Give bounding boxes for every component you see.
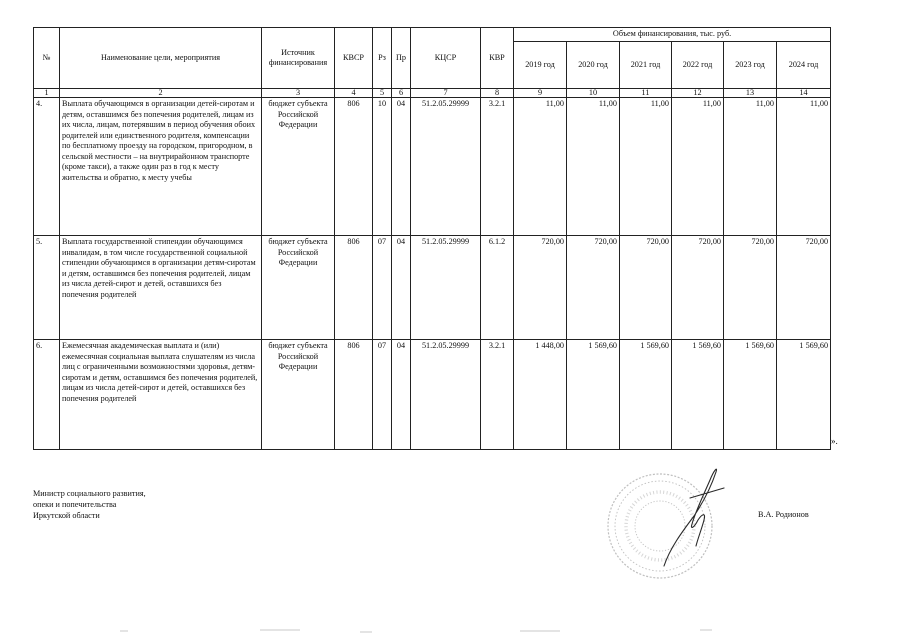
header-funding-group: Объем финансирования, тыс. руб. bbox=[514, 28, 831, 42]
row-amount-2019: 11,00 bbox=[514, 98, 567, 236]
header-kvsr: КВСР bbox=[335, 28, 373, 89]
column-number: 4 bbox=[335, 89, 373, 98]
row-source: бюджет субъекта Российской Федерации bbox=[262, 236, 335, 340]
row-source: бюджет субъекта Российской Федерации bbox=[262, 98, 335, 236]
row-kvsr: 806 bbox=[335, 340, 373, 450]
row-amount-2022: 11,00 bbox=[672, 98, 724, 236]
stamp-seal bbox=[608, 474, 712, 578]
column-number-row bbox=[34, 89, 831, 98]
row-pr: 04 bbox=[392, 340, 411, 450]
header-year: 2019 год bbox=[514, 42, 567, 89]
row-amount-2019: 1 448,00 bbox=[514, 340, 567, 450]
header-kcsr: КЦСР bbox=[411, 28, 481, 89]
column-number: 11 bbox=[620, 89, 672, 98]
row-rz: 07 bbox=[373, 340, 392, 450]
row-amount-2023: 11,00 bbox=[724, 98, 777, 236]
signatory-position-line: Иркутской области bbox=[33, 511, 100, 520]
table-row bbox=[34, 98, 831, 236]
row-amount-2024: 1 569,60 bbox=[777, 340, 831, 450]
row-source: бюджет субъекта Российской Федерации bbox=[262, 340, 335, 450]
scan-noise bbox=[0, 626, 904, 636]
row-kvsr: 806 bbox=[335, 236, 373, 340]
header-source: Источник финансирования bbox=[262, 28, 335, 89]
official-stamp-and-signature bbox=[598, 458, 754, 588]
column-number: 13 bbox=[724, 89, 777, 98]
row-kcsr: 51.2.05.29999 bbox=[411, 98, 481, 236]
row-kvr: 3.2.1 bbox=[481, 340, 514, 450]
column-number: 5 bbox=[373, 89, 392, 98]
row-amount-2022: 1 569,60 bbox=[672, 340, 724, 450]
row-amount-2024: 720,00 bbox=[777, 236, 831, 340]
column-number: 3 bbox=[262, 89, 335, 98]
funding-table bbox=[33, 27, 831, 450]
row-number: 5. bbox=[34, 236, 60, 340]
header-year: 2022 год bbox=[672, 42, 724, 89]
row-kvr: 3.2.1 bbox=[481, 98, 514, 236]
header-pr: Пр bbox=[392, 28, 411, 89]
row-amount-2024: 11,00 bbox=[777, 98, 831, 236]
row-name: Выплата государственной стипендии обучающимся инвалидам, в том числе государственной социальной стипендии обучающимся в организации детям-сиротам и детям, оставшимся без попечения родителей, лицам из числа детей-сирот и детей, оставшихся без попечения родителей bbox=[60, 236, 262, 340]
header-year: 2021 год bbox=[620, 42, 672, 89]
row-name: Выплата обучающимся в организации детей-сиротам и детям, оставшимся без попечения родителей, лицам из их числа, лицам, потерявшим в период обучения обоих родителей или единственного родителя, компенсации по бесплатному проезду на городском, пригородном, в сельской местности – на внутрирайонном транспорте (кроме такси), а также один раз в год к месту жительства и обратно, к месту учебы bbox=[60, 98, 262, 236]
column-number: 12 bbox=[672, 89, 724, 98]
row-kvsr: 806 bbox=[335, 98, 373, 236]
column-number: 1 bbox=[34, 89, 60, 98]
handwritten-signature bbox=[664, 469, 724, 566]
table-row bbox=[34, 236, 831, 340]
row-amount-2020: 720,00 bbox=[567, 236, 620, 340]
table-row bbox=[34, 340, 831, 450]
column-number: 6 bbox=[392, 89, 411, 98]
header-kvr: КВР bbox=[481, 28, 514, 89]
row-kvr: 6.1.2 bbox=[481, 236, 514, 340]
row-kcsr: 51.2.05.29999 bbox=[411, 236, 481, 340]
header-year: 2020 год bbox=[567, 42, 620, 89]
row-pr: 04 bbox=[392, 98, 411, 236]
signatory-position-line: опеки и попечительства bbox=[33, 500, 117, 509]
row-amount-2021: 720,00 bbox=[620, 236, 672, 340]
column-number: 14 bbox=[777, 89, 831, 98]
column-number: 8 bbox=[481, 89, 514, 98]
header-num: № bbox=[34, 28, 60, 89]
row-rz: 07 bbox=[373, 236, 392, 340]
column-number: 10 bbox=[567, 89, 620, 98]
header-name: Наименование цели, мероприятия bbox=[60, 28, 262, 89]
row-amount-2023: 720,00 bbox=[724, 236, 777, 340]
column-number: 9 bbox=[514, 89, 567, 98]
column-number: 7 bbox=[411, 89, 481, 98]
column-number: 2 bbox=[60, 89, 262, 98]
row-number: 6. bbox=[34, 340, 60, 450]
row-amount-2021: 1 569,60 bbox=[620, 340, 672, 450]
header-year: 2023 год bbox=[724, 42, 777, 89]
row-pr: 04 bbox=[392, 236, 411, 340]
row-amount-2022: 720,00 bbox=[672, 236, 724, 340]
row-kcsr: 51.2.05.29999 bbox=[411, 340, 481, 450]
row-amount-2023: 1 569,60 bbox=[724, 340, 777, 450]
closing-quote-mark: ». bbox=[831, 436, 838, 446]
row-rz: 10 bbox=[373, 98, 392, 236]
row-amount-2020: 1 569,60 bbox=[567, 340, 620, 450]
row-name: Ежемесячная академическая выплата и (или) ежемесячная социальная выплата слушателям из числа лиц с ограниченными возможностями здоровья, детям-сиротам и детям, оставшимся без попечения родителей, лицам из числа детей-сирот и детей, оставшихся без попечения родителей bbox=[60, 340, 262, 450]
row-number: 4. bbox=[34, 98, 60, 236]
signatory-position bbox=[33, 488, 146, 521]
header-rz: Рз bbox=[373, 28, 392, 89]
signatory-position-line: Министр социального развития, bbox=[33, 489, 146, 498]
row-amount-2020: 11,00 bbox=[567, 98, 620, 236]
header-year: 2024 год bbox=[777, 42, 831, 89]
signatory-name: В.А. Родионов bbox=[758, 510, 809, 519]
row-amount-2019: 720,00 bbox=[514, 236, 567, 340]
row-amount-2021: 11,00 bbox=[620, 98, 672, 236]
